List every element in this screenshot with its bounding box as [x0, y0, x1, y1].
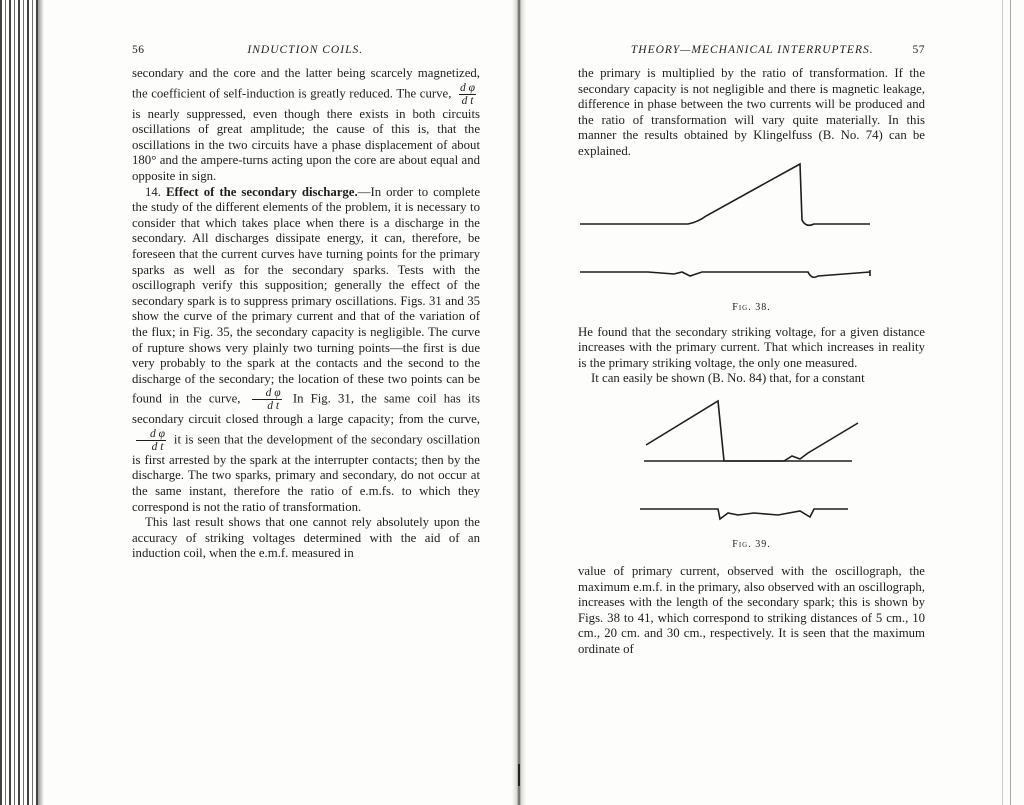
- section-14-title: Effect of the secondary discharge.: [166, 184, 358, 199]
- left-page-number: 56: [132, 44, 145, 56]
- left-page: [132, 44, 480, 562]
- figure-38-caption: Fig. 38.: [732, 301, 771, 313]
- right-running-title: THEORY—MECHANICAL INTERRUPTERS.: [630, 44, 874, 56]
- right-page: [578, 44, 925, 658]
- book-gutter: [512, 0, 526, 805]
- left-paragraph-1: secondary and the core and the latter being scarcely magnetized, the coefficient of self-induction is greatly reduced. The curve, $\frac{\text{d φ}}{\text{d t}}$ is nearly suppressed, even though there exists in both circuits oscillations of great amplitude; the cause of this is, that the oscillations in the two circuits have a phase displacement of about 180° and the ampere-turns acting upon the core are about equal and opposite in sign.: [132, 66, 480, 183]
- figure-39-oscillogram: [578, 393, 925, 539]
- right-page-number: 57: [912, 44, 925, 56]
- right-paragraph-4: value of primary current, observed with the oscillograph, the maximum e.m.f. in the primary, also observed with an oscillograph, increases with the length of the secondary spark; this is shown by Figs. 38 to 41, which correspond to striking distances of 5 cm., 10 cm., 20 cm. and 30 cm., respectively. It is seen that the maximum ordinate of: [578, 563, 925, 656]
- figure-38-lower-trace: [580, 272, 870, 277]
- dphi-dt-fraction-3: $\frac{\text{d φ}}{\text{d t}}$: [136, 428, 166, 453]
- figure-38: [578, 160, 925, 313]
- figure-38-oscillogram: [578, 160, 925, 302]
- figure-39: [578, 393, 925, 550]
- figure-39-caption: Fig. 39.: [732, 538, 771, 550]
- right-paragraph-2: He found that the secondary striking voltage, for a given distance increases with the primary current. That which increases in reality is the primary striking voltage, the only one measured.: [578, 324, 925, 370]
- figure-39-lower-trace: [640, 509, 848, 519]
- left-paragraph-last: This last result shows that one cannot rely absolutely upon the accuracy of striking voltages determined with the aid of an induction coil, when the e.m.f. measured in: [132, 515, 480, 561]
- section-14-number: 14.: [145, 184, 161, 199]
- left-running-title: INDUCTION COILS.: [247, 44, 364, 56]
- dphi-dt-fraction-1: $\frac{\text{d φ}}{\text{d t}}$: [460, 81, 476, 107]
- gutter-mark: [518, 764, 520, 786]
- figure-38-upper-trace: [580, 164, 870, 225]
- section-14-paragraph: 14. Effect of the secondary discharge.—In order to complete the study of the different elements of the problem, it is necessary to consider that which takes place when there is a discharge in the secondary. All discharges dissipate energy, it can, therefore, be foreseen that the current curves have turning points for the primary sparks as well as for the secondary sparks. Tests with the oscillograph verify this supposition; generally the effect of the secondary spark is to suppress primary oscillations. Figs. 31 and 35 show the curve of the primary current and that of the variation of the flux; in Fig. 35, the secondary capacity is negligible. The curve of rupture shows very plainly two turning points—the first is due very probably to the spark at the contacts and the second to the discharge of the secondary; the location of these two points can be found in the curve, $\frac{\text{d φ}}{\text{d t}}$ In Fig. 31, the same coil has its secondary circuit closed through a large capacity; from the curve, $\frac{\text{d φ}}{\text{d t}}$ it is seen that the development of the secondary oscillation is first arrested by the spark at the interrupter contacts; then by the discharge. The two sparks, primary and secondary, do not occur at the same instant, therefore the ratio of e.m.fs. to which they correspond is not the ratio of transformation.: [132, 184, 481, 514]
- right-paragraph-3: It can easily be shown (B. No. 84) that, for a constant: [591, 371, 865, 386]
- book-left-edge: [0, 0, 44, 805]
- left-page-header: [132, 44, 480, 66]
- right-paragraph-1: the primary is multiplied by the ratio of transformation. If the secondary capacity is not negligible and there is magnetic leakage, difference in phase between the two currents will be produced and the ratio of transformation will vary quite materially. In this manner the results obtained by Klingelfuss (B. No. 74) can be explained.: [578, 66, 925, 158]
- dphi-dt-fraction-2: $\frac{\text{d φ}}{\text{d t}}$: [252, 387, 282, 412]
- figure-39-upper-trace: [646, 401, 858, 461]
- book-right-edge: [996, 0, 1024, 805]
- right-page-header: [578, 44, 925, 66]
